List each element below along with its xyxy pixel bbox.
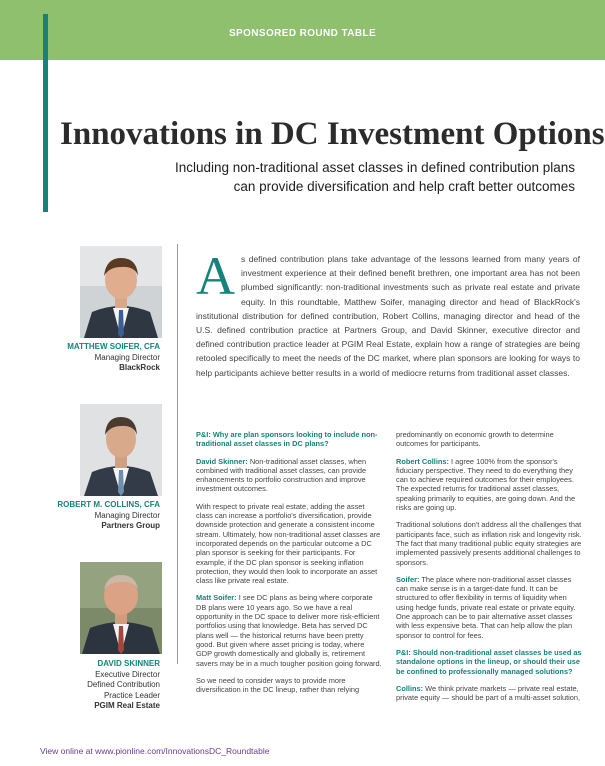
answer-text: We think private markets — private real estate, private equity — should be part of a multi-asset solution, xyxy=(396,683,581,703)
speaker-name: Soifer: xyxy=(396,574,420,584)
header-banner xyxy=(0,0,605,60)
panelist-role: Managing Director xyxy=(94,510,160,520)
speaker-name: Collins: xyxy=(396,683,424,693)
panelist-role: Defined Contribution xyxy=(87,680,160,689)
column-divider xyxy=(177,244,178,664)
panelist-role: Practice Leader xyxy=(103,690,160,700)
speaker-name: Robert Collins: xyxy=(396,456,449,466)
answer-text: The place where non-traditional asset classes can make sense is in a target-date fund. It can be structured to offer flexibility in terms of liquidity when using hedge funds, private real estate or private equity. One approach can be to pair alternative asset classes with less expensive beta. That can help allow the plan sponsor to control for fees. xyxy=(396,574,576,640)
panelist-caption-soifer xyxy=(67,342,160,374)
body-paragraph: Traditional solutions don't address all the challenges that participants face, such as inflation risk and longevity risk. The fact that many traditional public equity strategies are implemented passively presents additional challenges to sponsors. xyxy=(396,520,582,567)
drop-cap: A xyxy=(196,246,235,306)
body-paragraph: With respect to private real estate, adding the asset class can increase a portfolio's diversification, provide downside protection and generate a consistent income stream. Ultimately, how non-traditional asset classes are incorporated depends on the particular outcome a DC plan sponsor is seeking for their participants. For example, if the DC plan sponsor is seeking inflation protection, they would then look to incorporate an asset class like private real estate. xyxy=(196,501,381,586)
panelist-org: Partners Group xyxy=(101,521,160,530)
speaker-name: David Skinner: xyxy=(196,456,248,466)
body-paragraph: So we need to consider ways to provide more diversification in the DC lineup, rather than relying xyxy=(196,675,360,695)
banner-label: SPONSORED ROUND TABLE xyxy=(228,28,377,39)
question: P&I: Should non-traditional asset classes be used as standalone options in the lineup, or should their use be confined to professionally managed solutions? xyxy=(396,647,582,676)
answer-paragraph xyxy=(396,684,582,703)
answer-paragraph xyxy=(396,457,582,513)
panelist-role: Managing Director xyxy=(94,352,160,362)
answer-paragraph xyxy=(196,457,382,494)
panelist-role: Executive Director xyxy=(95,669,160,679)
answer-paragraph xyxy=(396,575,582,640)
article-title: Innovations in DC Investment Options xyxy=(60,116,605,152)
panelist-org: PGIM Real Estate xyxy=(94,701,160,710)
headshot-matthew-soifer xyxy=(80,246,162,338)
panelist-caption-collins xyxy=(57,500,160,532)
answer-text: Non-traditional asset classes, when combined with traditional asset classes, can provide enhancements to portfolio construction and improve investment outcomes. xyxy=(196,456,367,494)
body-column-left xyxy=(196,430,382,702)
headshot-robert-collins xyxy=(80,404,162,496)
subtitle-line: Including non-traditional asset classes in defined contribution plans xyxy=(175,160,575,175)
answer-text: I see DC plans as being where corporate DB plans were 10 years ago. So we have a real opportunity in the DC space to deliver more risk-efficient portfolios using that knowledge. Beta has served DC plans well — the historical returns have been pretty good. But given where asset pricing is today, where GDP growth domestically and globally is, retirement savers may be in a much tougher position going forward. xyxy=(196,593,382,668)
headshot-david-skinner xyxy=(80,562,162,654)
body-paragraph: predominantly on economic growth to determine outcomes for participants. xyxy=(396,430,554,449)
intro-text: s defined contribution plans take advantage of the lessons learned from many years of investment experience at their defined benefit brethren, one important area has not been plumbed significantly: non-traditional investments such as private real estate and private equity. In this roundtable, Matthew Soifer, managing director and head of BlackRock's institutional distribution for defined contribution, Robert Collins, managing director and head of the U.S. defined contribution practice at Partners Group, and David Skinner, executive director and defined contribution practice leader at PGIM Real Estate, explain how a range of strategies are being retooled specifically to meet the needs of the DC market, where plan sponsors are looking for ways to help participants achieve better results in a world of mediocre returns from traditional asset classes. xyxy=(196,254,580,378)
answer-text: I agree 100% from the sponsor's fiduciary perspective. They need to do everything they can to achieve required outcomes for their employees. The expected returns for traditional asset classes, speaking primarily to equities, are going down. And the risks are going up. xyxy=(396,456,576,513)
speaker-name: Matt Soifer: xyxy=(196,593,237,603)
panelist-name: ROBERT M. COLLINS, CFA xyxy=(57,500,160,509)
article-subtitle xyxy=(100,158,575,196)
panelist-name: MATTHEW SOIFER, CFA xyxy=(67,342,160,351)
panelist-org: BlackRock xyxy=(119,363,160,372)
subtitle-line: can provide diversification and help craft better outcomes xyxy=(233,179,575,194)
answer-paragraph xyxy=(196,593,382,667)
panelist-name: DAVID SKINNER xyxy=(97,659,160,668)
intro-paragraph xyxy=(196,246,580,380)
question: P&I: Why are plan sponsors looking to include non-traditional asset classes in DC plans? xyxy=(196,430,378,449)
accent-bar xyxy=(43,14,48,212)
view-online-link[interactable]: View online at www.pionline.com/InnovationsDC_Roundtable xyxy=(40,746,270,756)
panelist-caption-skinner xyxy=(87,659,160,712)
body-column-right xyxy=(396,430,582,710)
